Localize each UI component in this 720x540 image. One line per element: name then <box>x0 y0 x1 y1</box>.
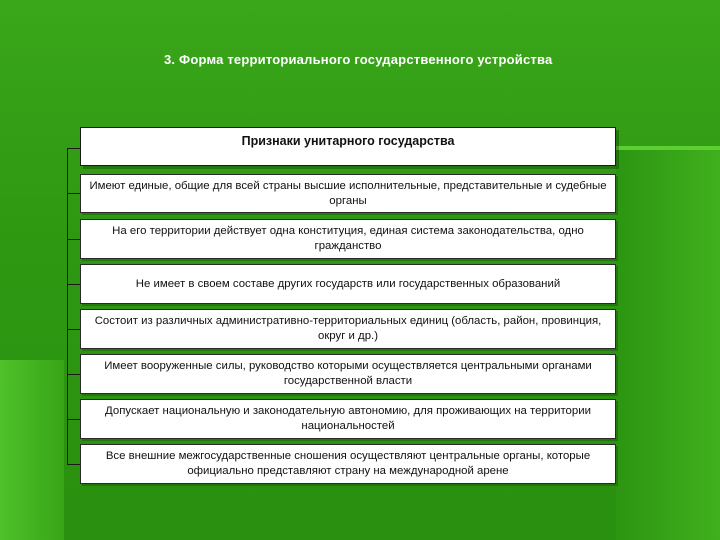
connector-header <box>67 148 80 149</box>
connector-item-7 <box>67 464 80 465</box>
slide-title: 3. Форма территориального государственного устройства <box>164 52 553 67</box>
connector-item-4 <box>67 329 80 330</box>
connector-item-1 <box>67 193 80 194</box>
connector-item-6 <box>67 419 80 420</box>
diagram-spine-line <box>67 148 68 464</box>
diagram-item-box: Имеет вооруженные силы, руководство которыми осуществляется центральными органами государственной власти <box>80 354 616 394</box>
diagram-item-box: Все внешние межгосударственные сношения осуществляют центральные органы, которые официально представляют страну на международной арене <box>80 444 616 484</box>
connector-item-2 <box>67 239 80 240</box>
connector-item-5 <box>67 374 80 375</box>
diagram-item-box: На его территории действует одна конституция, единая система законодательства, одно гражданство <box>80 219 616 259</box>
diagram-item-box: Не имеет в своем составе других государств или государственных образований <box>80 264 616 304</box>
diagram-item-box: Допускает национальную и законодательную автономию, для проживающих на территории национальностей <box>80 399 616 439</box>
connector-item-3 <box>67 284 80 285</box>
diagram-header-box: Признаки унитарного государства <box>80 127 616 166</box>
diagram-item-box: Состоит из различных административно-территориальных единиц (область, район, провинция, округ и др.) <box>80 309 616 349</box>
diagram-item-box: Имеют единые, общие для всей страны высшие исполнительные, представительные и судебные органы <box>80 174 616 213</box>
